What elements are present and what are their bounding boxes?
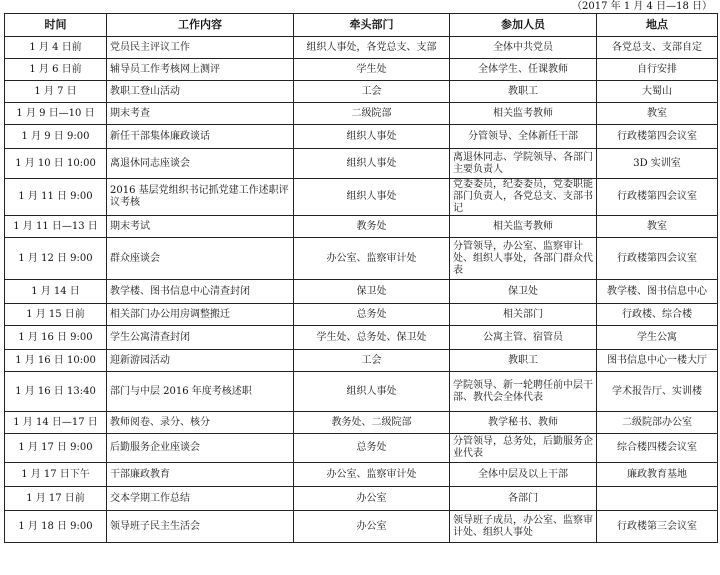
location-cell: 教学楼、图书信息中心 — [597, 280, 718, 304]
dept-cell: 组织人事处 — [294, 125, 450, 149]
dept-cell: 办公室、监察审计处 — [294, 238, 450, 280]
table-row — [5, 372, 718, 412]
location-cell: 行政楼第四会议室 — [597, 179, 718, 216]
dept-cell: 组织人事处，各党总支、支部 — [294, 37, 450, 59]
time-cell: 1 月 16 日 10:00 — [5, 350, 107, 372]
participants-cell: 全体学生、任课教师 — [450, 59, 597, 81]
table-row — [5, 463, 718, 487]
participants-cell: 离退休同志、学院领导、各部门主要负责人 — [450, 149, 597, 179]
participants-cell: 相关监考教师 — [450, 103, 597, 125]
time-cell: 1 月 14 日—17 日 — [5, 412, 107, 434]
time-cell: 1 月 17 日前 — [5, 487, 107, 511]
dept-cell: 工会 — [294, 350, 450, 372]
location-cell: 行政楼第四会议室 — [597, 238, 718, 280]
participants-cell: 相关部门 — [450, 304, 597, 326]
dept-cell: 保卫处 — [294, 280, 450, 304]
time-cell: 1 月 15 日前 — [5, 304, 107, 326]
participants-cell: 相关监考教师 — [450, 216, 597, 238]
time-cell: 1 月 17 日 9:00 — [5, 434, 107, 463]
table-row — [5, 511, 718, 543]
participants-cell: 教职工 — [450, 81, 597, 103]
location-cell: 廉政教育基地 — [597, 463, 718, 487]
location-cell: 学术报告厅、实训楼 — [597, 372, 718, 412]
dept-cell: 二级院部 — [294, 103, 450, 125]
work-cell: 期末考试 — [107, 216, 294, 238]
header-time: 时间 — [5, 14, 107, 37]
dept-cell: 教务处 — [294, 216, 450, 238]
work-cell: 后勤服务企业座谈会 — [107, 434, 294, 463]
table-header-row — [5, 14, 718, 37]
participants-cell: 教学秘书、教师 — [450, 412, 597, 434]
dept-cell: 办公室 — [294, 487, 450, 511]
table-row — [5, 304, 718, 326]
location-cell: 行政楼第四会议室 — [597, 125, 718, 149]
dept-cell: 组织人事处 — [294, 372, 450, 412]
header-dept: 牵头部门 — [294, 14, 450, 37]
location-cell: 图书信息中心一楼大厅 — [597, 350, 718, 372]
table-row — [5, 412, 718, 434]
participants-cell: 分管领导，办公室、监察审计处、组织人事处，各部门群众代表 — [450, 238, 597, 280]
table-row — [5, 238, 718, 280]
work-cell: 交本学期工作总结 — [107, 487, 294, 511]
dept-cell: 工会 — [294, 81, 450, 103]
dept-cell: 办公室、监察审计处 — [294, 463, 450, 487]
dept-cell: 教务处、二级院部 — [294, 412, 450, 434]
time-cell: 1 月 11 日—13 日 — [5, 216, 107, 238]
time-cell: 1 月 11 日 9:00 — [5, 179, 107, 216]
time-cell: 1 月 16 日 13:40 — [5, 372, 107, 412]
participants-cell: 分管领导、全体新任干部 — [450, 125, 597, 149]
header-location: 地点 — [597, 14, 718, 37]
time-cell: 1 月 12 日 9:00 — [5, 238, 107, 280]
work-cell: 群众座谈会 — [107, 238, 294, 280]
table-body — [5, 37, 718, 543]
participants-cell: 各部门 — [450, 487, 597, 511]
location-cell — [597, 487, 718, 511]
location-cell: 3D 实训室 — [597, 149, 718, 179]
work-cell: 干部廉政教育 — [107, 463, 294, 487]
table-row — [5, 326, 718, 350]
location-cell: 综合楼四楼会议室 — [597, 434, 718, 463]
work-cell: 新任干部集体廉政谈话 — [107, 125, 294, 149]
participants-cell: 教职工 — [450, 350, 597, 372]
participants-cell: 保卫处 — [450, 280, 597, 304]
date-range: （2017 年 1 月 4 日—18 日） — [572, 1, 712, 12]
table-row — [5, 149, 718, 179]
work-cell: 教职工登山活动 — [107, 81, 294, 103]
time-cell: 1 月 10 日 10:00 — [5, 149, 107, 179]
location-cell: 教室 — [597, 103, 718, 125]
work-cell: 期末考查 — [107, 103, 294, 125]
work-cell: 领导班子民主生活会 — [107, 511, 294, 543]
location-cell: 行政楼、综合楼 — [597, 304, 718, 326]
schedule-table — [4, 13, 718, 543]
participants-cell: 党委委员，纪委委员，党委职能部门负责人，各党总支、支部书记 — [450, 179, 597, 216]
table-row — [5, 434, 718, 463]
work-cell: 教学楼、图书信息中心清查封闭 — [107, 280, 294, 304]
dept-cell: 学生处、总务处、保卫处 — [294, 326, 450, 350]
work-cell: 部门与中层 2016 年度考核述职 — [107, 372, 294, 412]
table-row — [5, 216, 718, 238]
dept-cell: 总务处 — [294, 304, 450, 326]
work-cell: 相关部门办公用房调整搬迁 — [107, 304, 294, 326]
table-row — [5, 487, 718, 511]
work-cell: 离退休同志座谈会 — [107, 149, 294, 179]
header-participants: 参加人员 — [450, 14, 597, 37]
time-cell: 1 月 9 日—10 日 — [5, 103, 107, 125]
participants-cell: 公寓主管、宿管员 — [450, 326, 597, 350]
participants-cell: 全体中共党员 — [450, 37, 597, 59]
table-row — [5, 81, 718, 103]
table-row — [5, 103, 718, 125]
time-cell: 1 月 7 日 — [5, 81, 107, 103]
table-row — [5, 59, 718, 81]
time-cell: 1 月 4 日前 — [5, 37, 107, 59]
participants-cell: 学院领导、新一轮聘任前中层干部、教代会全体代表 — [450, 372, 597, 412]
location-cell: 大蜀山 — [597, 81, 718, 103]
dept-cell: 办公室 — [294, 511, 450, 543]
table-row — [5, 179, 718, 216]
location-cell: 二级院部办公室 — [597, 412, 718, 434]
dept-cell: 总务处 — [294, 434, 450, 463]
table-row — [5, 37, 718, 59]
participants-cell: 分管领导，总务处，后勤服务企业代表 — [450, 434, 597, 463]
time-cell: 1 月 6 日前 — [5, 59, 107, 81]
table-row — [5, 350, 718, 372]
dept-cell: 学生处 — [294, 59, 450, 81]
location-cell: 行政楼第三会议室 — [597, 511, 718, 543]
location-cell: 自行安排 — [597, 59, 718, 81]
location-cell: 学生公寓 — [597, 326, 718, 350]
time-cell: 1 月 9 日 9:00 — [5, 125, 107, 149]
time-cell: 1 月 17 日下午 — [5, 463, 107, 487]
work-cell: 辅导员工作考核网上测评 — [107, 59, 294, 81]
dept-cell: 组织人事处 — [294, 179, 450, 216]
time-cell: 1 月 18 日 9:00 — [5, 511, 107, 543]
header-work: 工作内容 — [107, 14, 294, 37]
work-cell: 2016 基层党组织书记抓党建工作述职评议考核 — [107, 179, 294, 216]
table-row — [5, 125, 718, 149]
table-row — [5, 280, 718, 304]
work-cell: 教师阅卷、录分、核分 — [107, 412, 294, 434]
work-cell: 党员民主评议工作 — [107, 37, 294, 59]
work-cell: 学生公寓清查封闭 — [107, 326, 294, 350]
dept-cell: 组织人事处 — [294, 149, 450, 179]
work-cell: 迎新游园活动 — [107, 350, 294, 372]
participants-cell: 领导班子成员，办公室、监察审计处、组织人事处 — [450, 511, 597, 543]
time-cell: 1 月 14 日 — [5, 280, 107, 304]
location-cell: 各党总支、支部自定 — [597, 37, 718, 59]
participants-cell: 全体中层及以上干部 — [450, 463, 597, 487]
location-cell: 教室 — [597, 216, 718, 238]
time-cell: 1 月 16 日 9:00 — [5, 326, 107, 350]
